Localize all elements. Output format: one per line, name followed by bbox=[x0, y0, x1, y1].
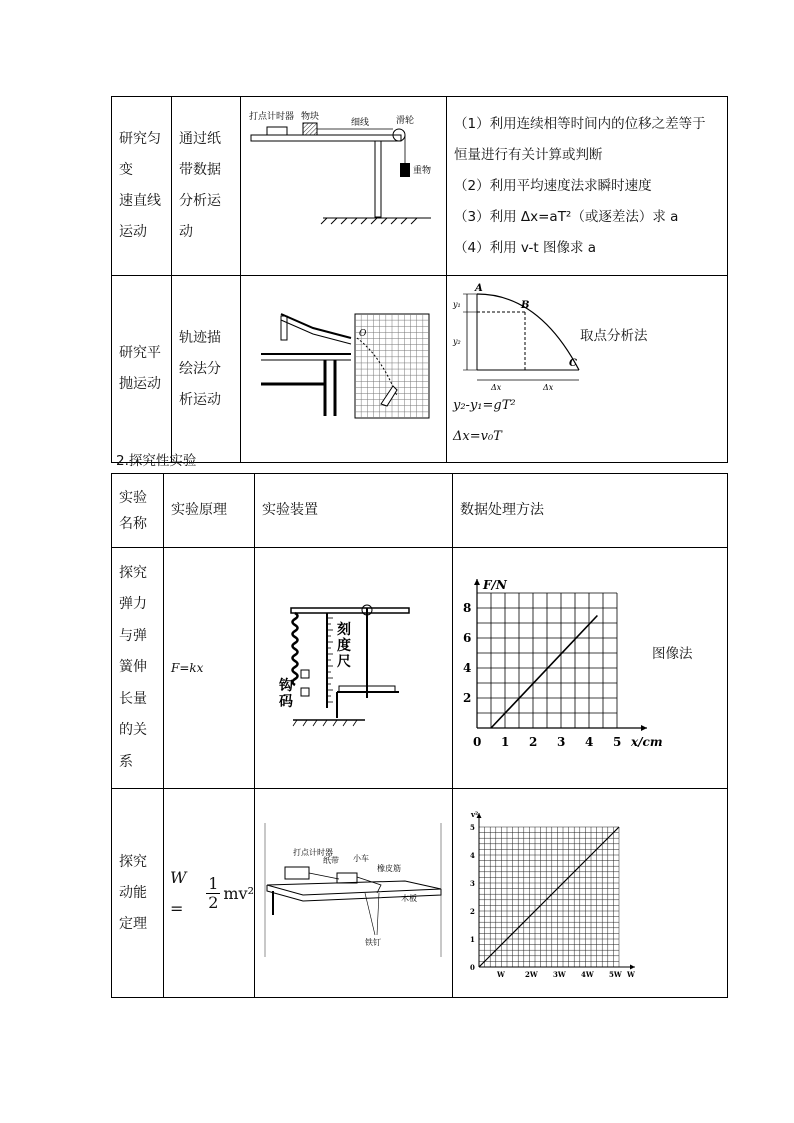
y-tick-label: 8 bbox=[463, 601, 472, 615]
x-axis-arrow bbox=[641, 725, 647, 731]
label-nails: 铁钉 bbox=[365, 938, 381, 947]
label-string: 细线 bbox=[351, 118, 370, 128]
table-header-row bbox=[112, 474, 728, 548]
y-tick-label: 2 bbox=[470, 907, 475, 916]
label-ruler-1: 刻 bbox=[337, 622, 351, 638]
label-block: 物块 bbox=[301, 112, 320, 122]
header-method bbox=[453, 474, 728, 548]
chart-grid bbox=[477, 593, 617, 728]
table-experiments-2 bbox=[111, 473, 728, 998]
y-axis-label: v² bbox=[471, 810, 479, 819]
y-axis-arrow bbox=[474, 579, 480, 585]
method-cell bbox=[447, 276, 728, 463]
header-principle bbox=[164, 474, 255, 548]
fraction bbox=[206, 875, 220, 912]
x-tick-label: 2W bbox=[525, 970, 538, 979]
name-line: 定理 bbox=[119, 915, 147, 932]
series-line bbox=[479, 827, 619, 967]
force-extension-chart bbox=[455, 560, 663, 770]
fraction-denominator: 2 bbox=[208, 892, 219, 912]
name-line: 研究平 bbox=[119, 345, 161, 361]
header-name bbox=[112, 474, 164, 548]
x-tick-label: 4W bbox=[581, 970, 594, 979]
label-c: C bbox=[569, 358, 577, 369]
table-experiments-1 bbox=[111, 96, 728, 463]
label-dx2: Δx bbox=[543, 383, 554, 392]
principle-line: 动 bbox=[179, 224, 193, 240]
y-tick-label: 4 bbox=[470, 851, 475, 860]
work-energy-formula bbox=[164, 862, 254, 924]
y-tick-label: 1 bbox=[470, 935, 475, 944]
experiment-name-cell bbox=[112, 789, 164, 998]
label-ruler-3: 尺 bbox=[337, 654, 351, 670]
apparatus-cell bbox=[241, 276, 447, 463]
label-y2: y₂ bbox=[453, 337, 461, 346]
chart-axes bbox=[474, 578, 663, 749]
experiment-name-cell bbox=[112, 276, 172, 463]
x-axis-label: x/cm bbox=[631, 735, 663, 749]
x-axis-label: W bbox=[627, 970, 635, 979]
x-tick-label: 0 bbox=[473, 735, 482, 749]
label-board: 木板 bbox=[401, 894, 417, 903]
principle-line: 轨迹描 bbox=[179, 329, 221, 346]
method-cell bbox=[453, 789, 728, 998]
name-line: 变 bbox=[119, 162, 133, 178]
x-tick-label: 5 bbox=[613, 735, 622, 749]
table-row bbox=[112, 548, 728, 789]
name-line: 簧伸 bbox=[119, 659, 147, 676]
formula-rhs: mv² bbox=[223, 883, 254, 903]
rubber-band-apparatus-diagram bbox=[255, 789, 451, 985]
chart-series bbox=[479, 827, 619, 967]
principle-line: 析运动 bbox=[179, 391, 221, 408]
label-y1: y₁ bbox=[453, 300, 461, 309]
y-tick-label: 6 bbox=[463, 631, 472, 645]
name-line: 弹力 bbox=[119, 596, 147, 613]
fraction-numerator: 1 bbox=[208, 873, 219, 893]
principle-cell bbox=[172, 97, 241, 276]
label-tape: 纸带 bbox=[323, 856, 339, 865]
label-weight: 重物 bbox=[413, 166, 432, 176]
name-line: 研究匀 bbox=[119, 131, 161, 147]
y-tick-label: 2 bbox=[463, 691, 472, 705]
name-line: 系 bbox=[119, 753, 133, 770]
method-line: （1）利用连续相等时间内的位移之差等于 bbox=[454, 115, 706, 132]
timer-cart-apparatus-diagram bbox=[241, 97, 445, 263]
apparatus-cell bbox=[255, 548, 453, 789]
name-line: 动能 bbox=[119, 884, 147, 901]
experiment-name-cell bbox=[112, 548, 164, 789]
header-line: 名称 bbox=[119, 515, 147, 532]
name-line: 与弹 bbox=[119, 627, 147, 644]
spring-apparatus-diagram bbox=[255, 548, 451, 776]
name-line: 速直线 bbox=[119, 193, 161, 209]
y-tick-label: 4 bbox=[463, 661, 472, 675]
label-dx1: Δx bbox=[491, 383, 502, 392]
name-line: 探究 bbox=[119, 853, 147, 870]
header-text: 数据处理方法 bbox=[460, 502, 544, 518]
formula-velocity: Δx=v₀T bbox=[453, 429, 502, 444]
apparatus-cell bbox=[241, 97, 447, 276]
principle-cell bbox=[164, 548, 255, 789]
name-line: 的关 bbox=[119, 722, 147, 739]
method-line: （4）利用 v-t 图像求 a bbox=[454, 239, 597, 256]
table-row bbox=[112, 97, 728, 276]
principle-cell bbox=[172, 276, 241, 463]
label-a: A bbox=[475, 283, 483, 294]
table-row bbox=[112, 789, 728, 998]
principle-line: 分析运 bbox=[179, 193, 221, 209]
y-tick-label: 0 bbox=[470, 963, 475, 972]
y-tick-label: 5 bbox=[470, 823, 475, 832]
y-axis-label: F/N bbox=[483, 578, 507, 592]
header-text: 实验原理 bbox=[171, 502, 227, 518]
x-tick-label: 3W bbox=[553, 970, 566, 979]
name-line: 长量 bbox=[119, 690, 147, 707]
x-tick-label: 2 bbox=[529, 735, 538, 749]
name-line: 运动 bbox=[119, 224, 147, 240]
principle-line: 通过纸 bbox=[179, 131, 221, 147]
method-line: 恒量进行有关计算或判断 bbox=[454, 146, 603, 163]
label-origin: O bbox=[359, 329, 367, 339]
formula-gravity: y₂-y₁=gT² bbox=[453, 398, 516, 413]
name-line: 抛运动 bbox=[119, 376, 161, 392]
projectile-apparatus-diagram bbox=[241, 276, 445, 450]
label-rubber-band: 橡皮筋 bbox=[377, 864, 401, 873]
method-line: （3）利用 Δx=aT²（或逐差法）求 a bbox=[454, 208, 679, 225]
x-tick-label: 1 bbox=[501, 735, 510, 749]
principle-formula: F=kx bbox=[171, 660, 204, 675]
label-cart: 小车 bbox=[353, 854, 369, 863]
principle-line: 带数据 bbox=[179, 162, 221, 178]
section-title: 2.探究性实验 bbox=[116, 453, 197, 469]
label-weights-2: 码 bbox=[279, 694, 293, 710]
header-text: 实验装置 bbox=[262, 502, 318, 518]
work-velocity-chart bbox=[457, 795, 657, 991]
x-tick-label: W bbox=[497, 970, 505, 979]
method-title: 图像法 bbox=[652, 646, 693, 662]
label-ruler-2: 度 bbox=[337, 638, 351, 654]
y-tick-label: 3 bbox=[470, 879, 475, 888]
method-cell bbox=[453, 548, 728, 789]
method-title: 取点分析法 bbox=[580, 328, 648, 344]
principle-cell bbox=[164, 789, 255, 998]
label-weights-1: 钩 bbox=[279, 678, 293, 694]
label-b: B bbox=[521, 300, 530, 311]
apparatus-cell bbox=[255, 789, 453, 998]
header-line: 实验 bbox=[119, 489, 147, 506]
x-axis-arrow bbox=[630, 965, 635, 970]
label-timer: 打点计时器 bbox=[293, 848, 333, 857]
label-timer: 打点计时器 bbox=[249, 112, 295, 122]
experiment-name-cell bbox=[112, 97, 172, 276]
principle-line: 绘法分 bbox=[179, 360, 221, 377]
method-cell bbox=[447, 97, 728, 276]
header-apparatus bbox=[255, 474, 453, 548]
name-line: 探究 bbox=[119, 564, 147, 581]
x-tick-label: 4 bbox=[585, 735, 594, 749]
label-pulley: 滑轮 bbox=[396, 116, 415, 126]
x-tick-label: 3 bbox=[557, 735, 566, 749]
formula-lhs: W = bbox=[170, 868, 187, 918]
series-line bbox=[491, 616, 597, 729]
chart-series bbox=[491, 616, 597, 729]
method-line: （2）利用平均速度法求瞬时速度 bbox=[454, 177, 652, 194]
x-tick-label: 5W bbox=[609, 970, 622, 979]
table-row bbox=[112, 276, 728, 463]
